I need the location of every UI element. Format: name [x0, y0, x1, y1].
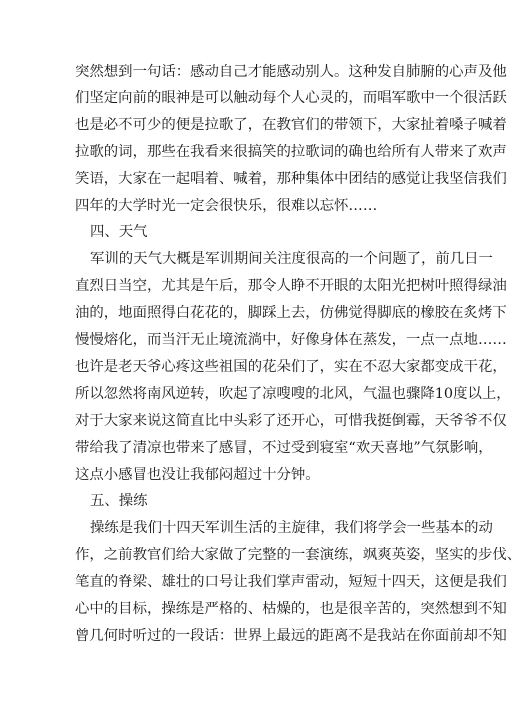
text-line: 这点小感冒也没让我郁闷超过十分钟。	[75, 467, 320, 483]
text-line: 们坚定向前的眼神是可以触动每个人心灵的，而唱军歌中一个很活跃	[75, 90, 507, 106]
text-line: 作，之前教官们给大家做了完整的一套演练，飒爽英姿，坚实的步伐、	[75, 547, 521, 563]
text-line: 拉歌的词，那些在我看来很搞笑的拉歌词的确也给所有人带来了欢声	[75, 144, 507, 160]
text-line: 笔直的脊梁、雄壮的口号让我们掌声雷动，短短十四天，这便是我们	[75, 574, 507, 590]
section-heading-weather: 四、天气	[90, 224, 148, 240]
text-line: 军训的天气大概是军训期间关注度很高的一个问题了，前几日一	[90, 251, 493, 267]
text-line: 笑语，大家在一起唱着、喊着，那种集体中团结的感觉让我坚信我们	[75, 171, 507, 187]
text-line: 四年的大学时光一定会很快乐，很难以忘怀……	[75, 198, 378, 214]
text-line: 慢慢熔化，而当汗无止境流淌中，好像身体在蒸发，一点一点地……	[75, 332, 507, 348]
text-line: 所以忽然将南风逆转，吹起了凉嗖嗖的北风，气温也骤降10度以上，	[75, 386, 511, 402]
text-line: 操练是我们十四天军训生活的主旋律，我们将学会一些基本的动	[90, 520, 493, 536]
text-line: 对于大家来说这简直比中头彩了还开心，可惜我挺倒霉，天爷爷不仅	[75, 413, 507, 429]
section-heading-drill: 五、操练	[90, 493, 148, 509]
text-line: 带给我了清凉也带来了感冒，不过受到寝室“欢天喜地”气氛影响，	[75, 440, 493, 456]
text-line: 心中的目标，操练是严格的、枯燥的，也是很辛苦的，突然想到不知	[75, 601, 507, 617]
text-line: 也许是老天爷心疼这些祖国的花朵们了，实在不忍大家都变成干花，	[75, 359, 507, 375]
text-line: 也是必不可少的便是拉歌了，在教官们的带领下，大家扯着嗓子喊着	[75, 117, 507, 133]
text-line: 油的，地面照得白花花的，脚踩上去，仿佛觉得脚底的橡胶在炙烤下	[75, 305, 507, 321]
text-line: 直烈日当空，尤其是午后，那令人睁不开眼的太阳光把树叶照得绿油	[75, 278, 507, 294]
text-line: 突然想到一句话：感动自己才能感动别人。这种发自肺腑的心声及他	[75, 64, 507, 80]
text-line: 曾几何时听过的一段话：世界上最远的距离不是我站在你面前却不知	[75, 628, 507, 644]
